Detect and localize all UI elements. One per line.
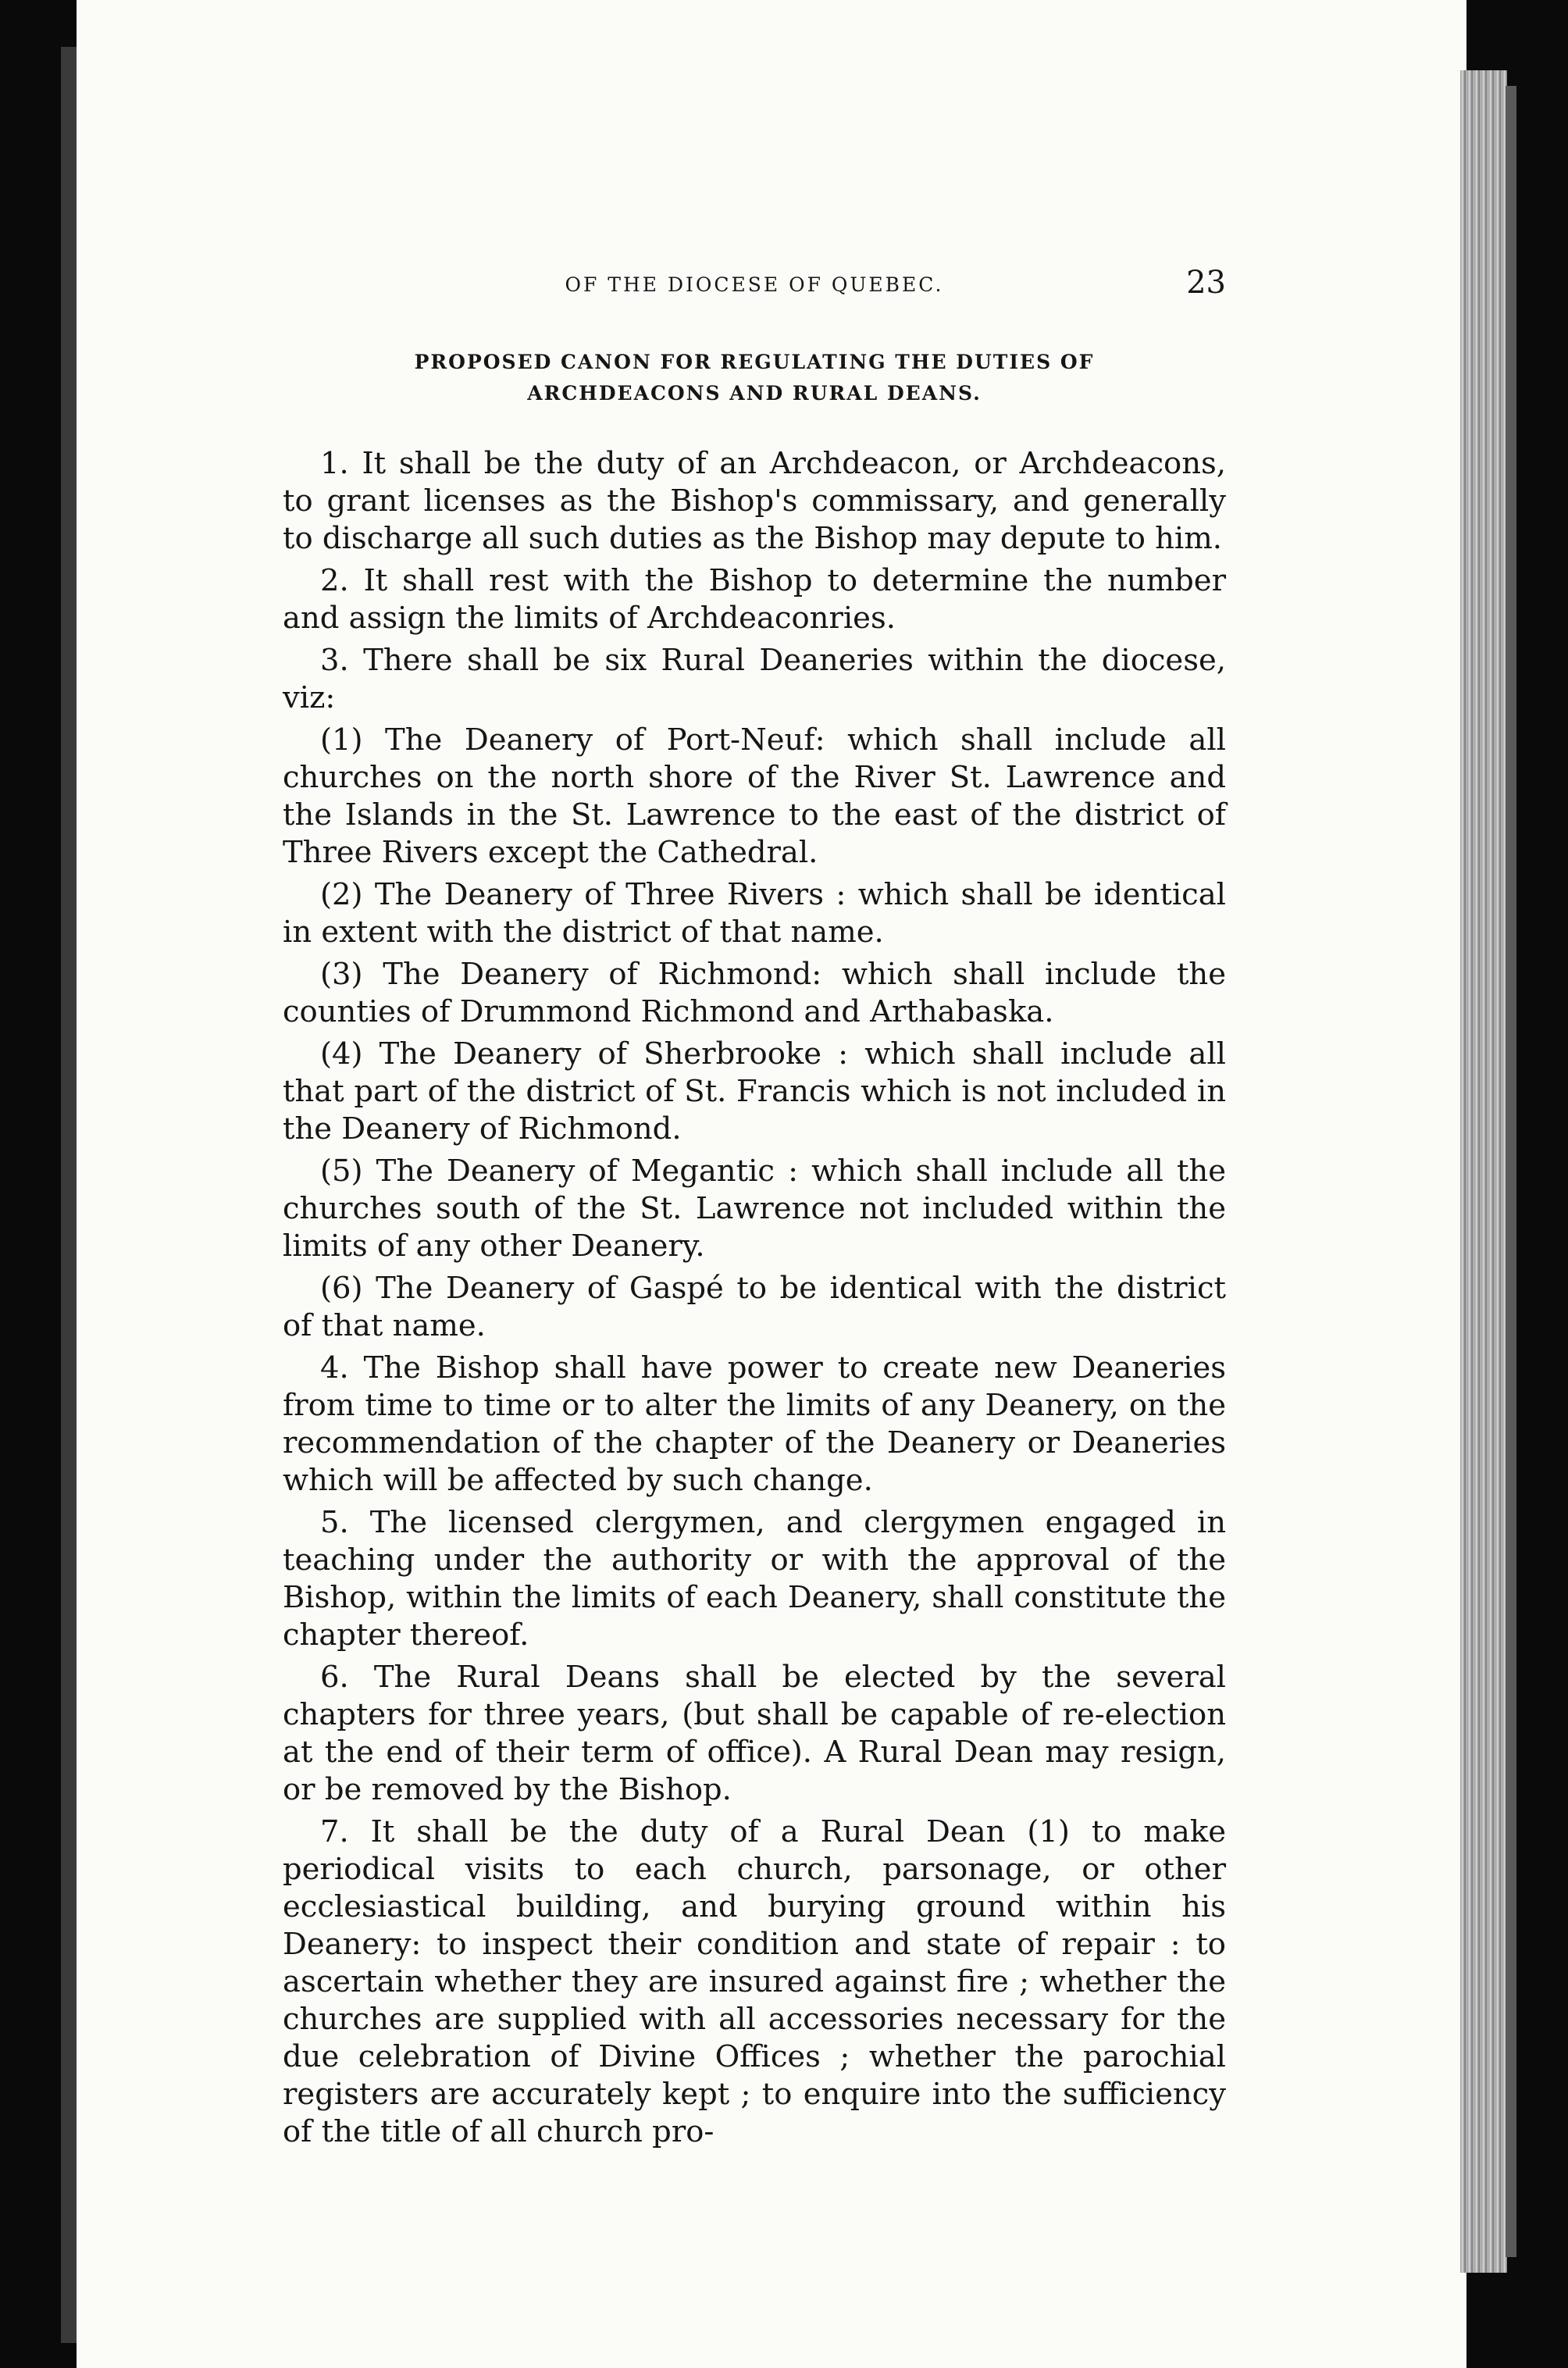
- paragraph-7: 7. It shall be the duty of a Rural Dean (1) to make periodical visits to each church, parsonage, or other ecclesiastical building, and burying ground within his Deanery: to inspect their condition and state of repair : to ascertain whether they are insured against fire ; whether the churches are supplied with all accessories necessary for the due celebration of Divine Offices ; whether the parochial registers are accurately kept ; to enquire into the sufficiency of the title of all church pro-: [283, 1814, 1226, 2149]
- section-heading: [337, 347, 1171, 409]
- paragraph-deanery-5: (5) The Deanery of Megantic : which shall include all the churches south of the St. Lawrence not included within the limits of any other Deanery.: [283, 1154, 1226, 1264]
- book-cover-edge: [1506, 86, 1516, 2257]
- paragraph-deanery-3: (3) The Deanery of Richmond: which shall include the counties of Drummond Richmond and Arthabaska.: [283, 957, 1226, 1029]
- section-heading-line-2: ARCHDEACONS AND RURAL DEANS.: [527, 382, 982, 405]
- paragraph-5: 5. The licensed clergymen, and clergymen engaged in teaching under the authority or with the approval of the Bishop, within the limits of each Deanery, shall constitute the chapter thereof.: [283, 1505, 1226, 1653]
- running-head: [283, 266, 1226, 312]
- book-spine-edge: [61, 47, 78, 2343]
- page-number: 23: [1186, 265, 1226, 301]
- page-text-block: [283, 266, 1226, 2156]
- paragraph-deanery-2: (2) The Deanery of Three Rivers : which shall be identical in extent with the district of that name.: [283, 877, 1226, 950]
- paragraph-deanery-6: (6) The Deanery of Gaspé to be identical with the district of that name.: [283, 1271, 1226, 1343]
- paragraph-3: 3. There shall be six Rural Deaneries within the diocese, viz:: [283, 643, 1226, 715]
- stacked-page-edges: [1460, 70, 1507, 2273]
- paragraph-1: 1. It shall be the duty of an Archdeacon, or Archdeacons, to grant licenses as the Bishop's commissary, and generally to discharge all such duties as the Bishop may depute to him.: [283, 446, 1226, 556]
- section-heading-line-1: PROPOSED CANON FOR REGULATING THE DUTIES OF: [414, 351, 1095, 373]
- paragraph-2: 2. It shall rest with the Bishop to determine the number and assign the limits of Archdeaconries.: [283, 563, 1226, 636]
- running-head-title: OF THE DIOCESE OF QUEBEC.: [565, 273, 944, 296]
- paragraph-6: 6. The Rural Deans shall be elected by the several chapters for three years, (but shall be capable of re-election at the end of their term of office). A Rural Dean may resign, or be removed by the Bishop.: [283, 1660, 1226, 1807]
- paragraph-deanery-1: (1) The Deanery of Port-Neuf: which shall include all churches on the north shore of the River St. Lawrence and the Islands in the St. Lawrence to the east of the district of Three Rivers except the Cathedral.: [283, 722, 1226, 870]
- paragraph-deanery-4: (4) The Deanery of Sherbrooke : which shall include all that part of the district of St. Francis which is not included in the Deanery of Richmond.: [283, 1036, 1226, 1147]
- paragraph-4: 4. The Bishop shall have power to create new Deaneries from time to time or to alter the limits of any Deanery, on the recommendation of the chapter of the Deanery or Deaneries which will be affected by such change.: [283, 1350, 1226, 1498]
